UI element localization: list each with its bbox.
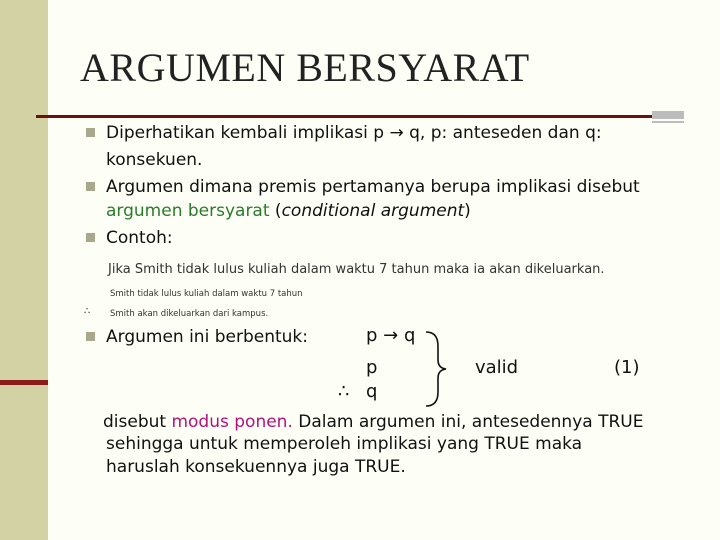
- slide-title: ARGUMEN BERSYARAT: [80, 45, 530, 90]
- bullet-2-line-2: [106, 198, 471, 224]
- bullet-2-line-1: Argumen dimana premis pertamanya berupa implikasi disebut: [106, 177, 640, 197]
- explanation-line-2: sehingga untuk memperoleh implikasi yang TRUE maka: [106, 434, 583, 454]
- term-argumen-bersyarat: argumen bersyarat: [106, 201, 270, 221]
- title-underline: [36, 115, 652, 118]
- valid-label: valid: [475, 357, 519, 378]
- form-conclusion: q: [366, 381, 378, 402]
- bullet-marker: [86, 128, 95, 137]
- sidebar-band: [0, 0, 48, 540]
- bullet-marker: [86, 182, 95, 191]
- equation-number: (1): [614, 357, 640, 378]
- title-rule-accent-thin: [652, 121, 684, 123]
- bullet-3-text: Contoh:: [106, 228, 173, 248]
- example-conclusion: Smith akan dikeluarkan dari kampus.: [110, 309, 269, 319]
- explanation-rest: Dalam argumen ini, antesedennya TRUE: [292, 412, 644, 432]
- explanation-prefix: disebut: [103, 412, 172, 432]
- title-rule-accent: [652, 111, 684, 119]
- term-conditional-argument: conditional argument: [281, 201, 465, 221]
- paren-open: (: [269, 201, 282, 221]
- therefore-icon: ∴: [84, 306, 91, 317]
- form-premise-1: p → q: [366, 325, 416, 346]
- paren-close: ): [464, 201, 471, 221]
- bullet-1-line-1: Diperhatikan kembali implikasi p → q, p: anteseden dan q:: [106, 123, 602, 143]
- bullet-marker: [86, 332, 95, 341]
- bullet-marker: [86, 233, 95, 242]
- example-sentence: Jika Smith tidak lulus kuliah dalam waktu 7 tahun maka ia akan dikeluarkan.: [108, 262, 605, 277]
- sidebar-accent-line: [0, 380, 48, 385]
- form-premise-2: p: [366, 357, 378, 378]
- explanation-line-3: haruslah konsekuennya juga TRUE.: [106, 457, 406, 477]
- form-therefore-icon: ∴: [338, 381, 350, 402]
- bullet-1-line-2: konsekuen.: [106, 150, 203, 170]
- term-modus-ponen: modus ponen.: [171, 412, 293, 432]
- example-premise-2: Smith tidak lulus kuliah dalam waktu 7 tahun: [110, 289, 303, 299]
- bullet-4-text: Argumen ini berbentuk:: [106, 327, 308, 347]
